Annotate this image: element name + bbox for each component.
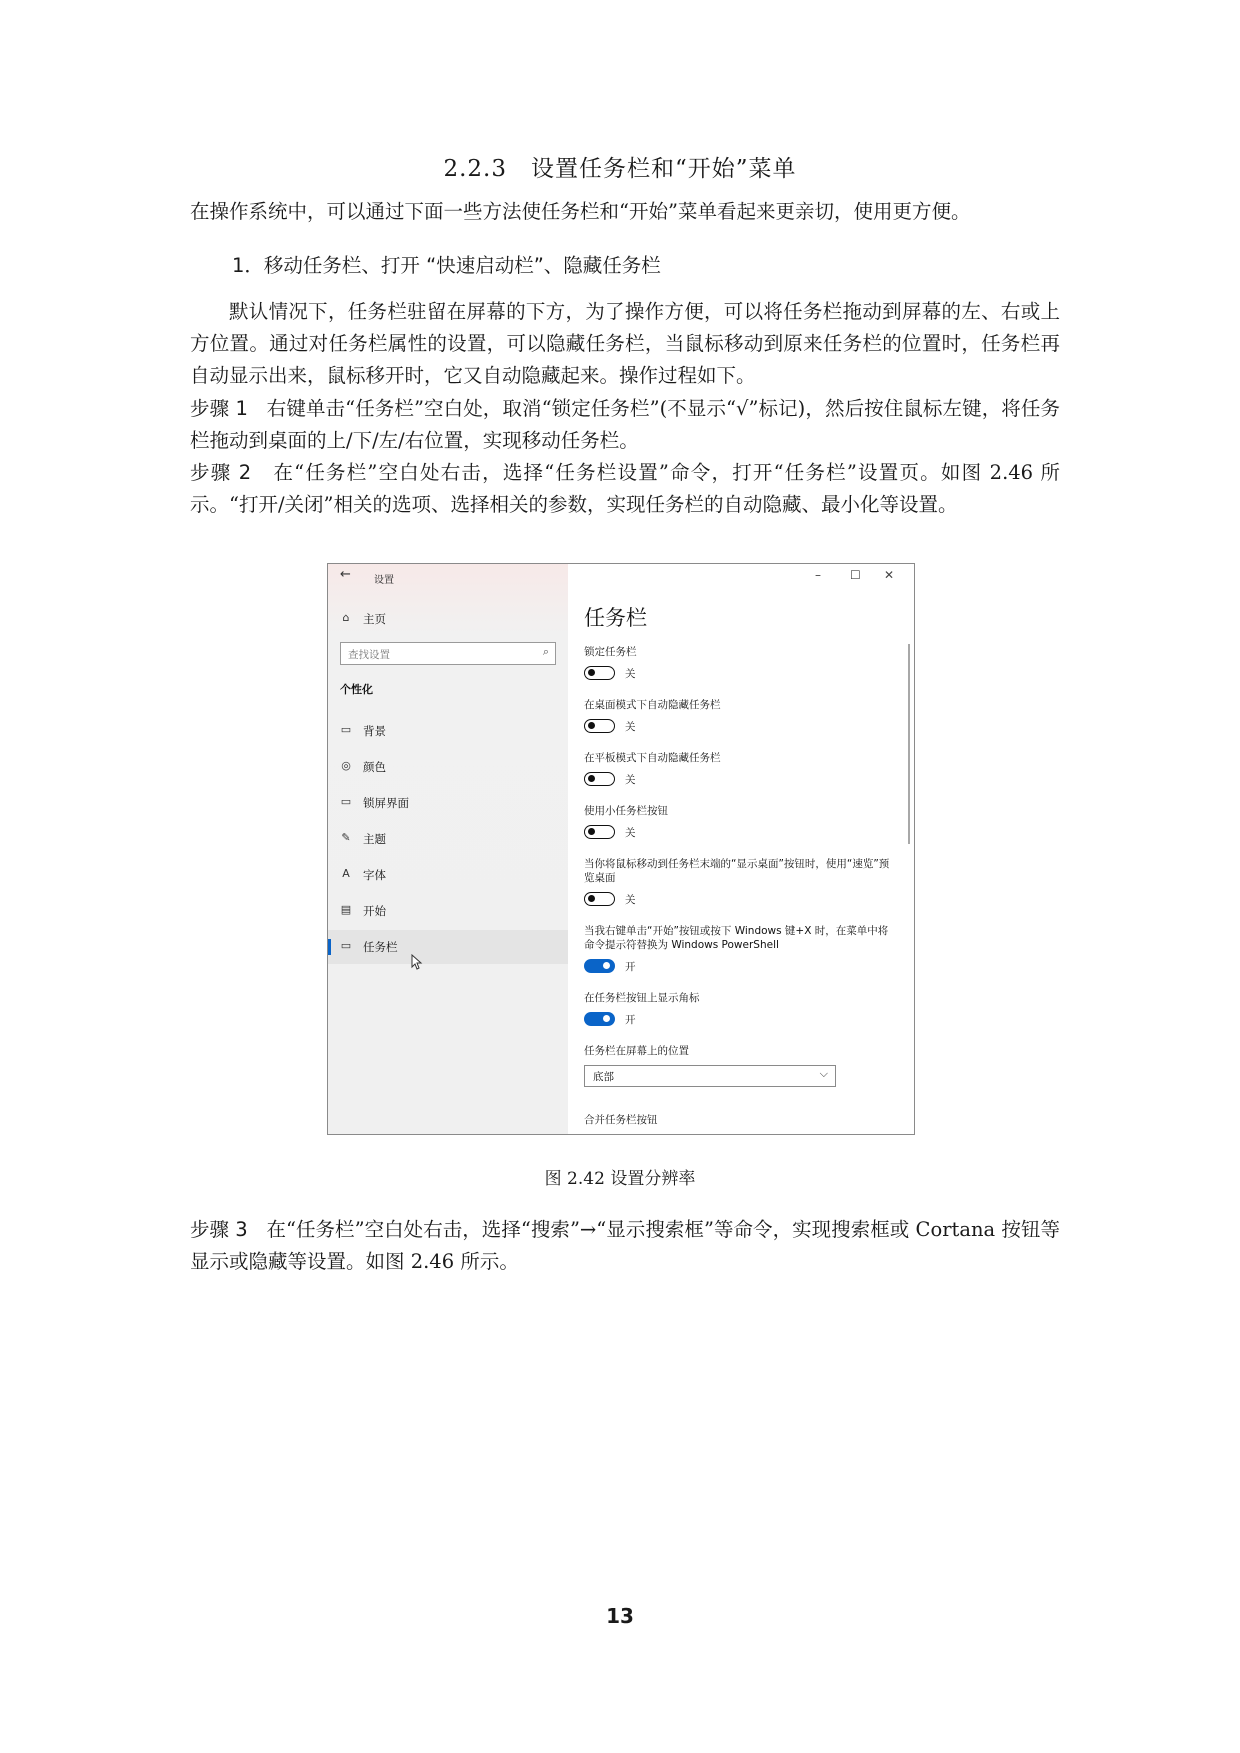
step-1-label: 步骤 1 bbox=[190, 397, 248, 420]
toggle-state: 关 bbox=[625, 827, 636, 839]
sidebar-item-label: 锁屏界面 bbox=[363, 796, 409, 810]
setting-label: 在任务栏按钮上显示角标 bbox=[584, 992, 700, 1004]
toggle-state: 关 bbox=[625, 668, 636, 680]
arrow-left-icon[interactable]: ← bbox=[340, 567, 351, 582]
sidebar-item-label: 主页 bbox=[363, 612, 386, 626]
sidebar-item-label: 开始 bbox=[363, 904, 386, 918]
group-heading: 个性化 bbox=[340, 683, 373, 696]
setting-peek bbox=[584, 857, 894, 906]
sidebar-item-label: 字体 bbox=[363, 868, 386, 882]
sidebar-item-label: 颜色 bbox=[363, 760, 386, 774]
palette-icon: ◎ bbox=[341, 759, 351, 772]
dropdown-value: 底部 bbox=[593, 1071, 614, 1083]
sidebar-item-label: 任务栏 bbox=[363, 940, 398, 954]
sidebar-item-background[interactable] bbox=[328, 714, 568, 748]
toggle-switch[interactable] bbox=[584, 772, 894, 786]
setting-powershell bbox=[584, 924, 894, 973]
search-icon: ⌕ bbox=[542, 645, 549, 658]
subsection-heading: 1．移动任务栏、打开 “快速启动栏”、隐藏任务栏 bbox=[232, 254, 661, 277]
brush-icon: ✎ bbox=[341, 831, 351, 844]
toggle-switch[interactable] bbox=[584, 959, 894, 973]
home-icon: ⌂ bbox=[342, 611, 350, 624]
toggle-switch[interactable] bbox=[584, 892, 894, 906]
search-input[interactable] bbox=[340, 642, 556, 665]
setting-label: 当你将鼠标移动到任务栏末端的“显示桌面”按钮时，使用“速览”预览桌面 bbox=[584, 858, 890, 884]
toggle-state: 开 bbox=[625, 1014, 636, 1026]
mouse-cursor-icon bbox=[411, 954, 423, 970]
page-number: 13 bbox=[606, 1604, 634, 1628]
setting-label: 合并任务栏按钮 bbox=[584, 1114, 658, 1126]
section-title: 2.2.3 设置任务栏和“开始”菜单 bbox=[443, 156, 797, 182]
sidebar-item-home[interactable] bbox=[328, 602, 568, 636]
sidebar-item-colors[interactable] bbox=[328, 750, 568, 784]
settings-main-pane bbox=[568, 564, 914, 1134]
minimize-button[interactable]: – bbox=[815, 568, 821, 582]
toggle-switch[interactable] bbox=[584, 825, 894, 839]
setting-auto-hide-desktop bbox=[584, 698, 894, 733]
toggle-switch[interactable] bbox=[584, 719, 894, 733]
search-placeholder: 查找设置 bbox=[348, 649, 390, 661]
maximize-button[interactable]: ☐ bbox=[850, 568, 861, 582]
sidebar-item-label: 背景 bbox=[363, 724, 386, 738]
setting-label: 在桌面模式下自动隐藏任务栏 bbox=[584, 699, 721, 711]
setting-small-buttons bbox=[584, 804, 894, 839]
toggle-switch[interactable] bbox=[584, 1012, 894, 1026]
sidebar-item-taskbar[interactable] bbox=[328, 930, 568, 964]
step-2-text: 在“任务栏”空白处右击，选择“任务栏设置”命令，打开“任务栏”设置页。如图 2.46 所示。“打开/关闭”相关的选项、选择相关的参数，实现任务栏的自动隐藏、最小化等设置。 bbox=[190, 461, 1060, 516]
step-1 bbox=[190, 393, 1060, 457]
step-3-text: 在“任务栏”空白处右击，选择“搜索”→“显示搜索框”等命令，实现搜索框或 Cortana 按钮等显示或隐藏等设置。如图 2.46 所示。 bbox=[190, 1218, 1060, 1273]
intro-paragraph: 在操作系统中，可以通过下面一些方法使任务栏和“开始”菜单看起来更亲切，使用更方便。 bbox=[190, 200, 971, 223]
toggle-state: 关 bbox=[625, 774, 636, 786]
setting-auto-hide-tablet bbox=[584, 751, 894, 786]
toggle-switch[interactable] bbox=[584, 666, 894, 680]
picture-icon: ▭ bbox=[340, 723, 352, 736]
toggle-state: 关 bbox=[625, 721, 636, 733]
window-title: 设置 bbox=[374, 575, 394, 586]
setting-label: 任务栏在屏幕上的位置 bbox=[584, 1045, 689, 1057]
setting-label: 使用小任务栏按钮 bbox=[584, 805, 668, 817]
settings-sidebar bbox=[328, 564, 568, 1134]
lock-screen-icon: ▭ bbox=[340, 795, 352, 808]
scrollbar[interactable] bbox=[908, 644, 910, 844]
sidebar-item-fonts[interactable] bbox=[328, 858, 568, 892]
close-button[interactable]: ✕ bbox=[884, 568, 895, 582]
step-3-label: 步骤 3 bbox=[190, 1218, 248, 1241]
setting-combine bbox=[584, 1113, 894, 1127]
setting-badges bbox=[584, 991, 894, 1026]
setting-label: 当我右键单击“开始”按钮或按下 Windows 键+X 时，在菜单中将命令提示符替换为 Windows PowerShell bbox=[584, 925, 889, 951]
body-paragraph: 默认情况下，任务栏驻留在屏幕的下方，为了操作方便，可以将任务栏拖动到屏幕的左、右或上方位置。通过对任务栏属性的设置，可以隐藏任务栏，当鼠标移动到原来任务栏的位置时，任务栏再自动显示出来，鼠标移开时，它又自动隐藏起来。操作过程如下。 bbox=[190, 300, 1060, 387]
step-3 bbox=[190, 1214, 1060, 1278]
setting-position bbox=[584, 1044, 894, 1087]
page-title: 任务栏 bbox=[584, 606, 647, 630]
setting-lock-taskbar bbox=[584, 645, 894, 680]
start-icon: ▤ bbox=[340, 903, 352, 916]
sidebar-item-start[interactable] bbox=[328, 894, 568, 928]
taskbar-settings-screenshot bbox=[327, 563, 915, 1135]
setting-label: 锁定任务栏 bbox=[584, 646, 637, 658]
sidebar-item-lock-screen[interactable] bbox=[328, 786, 568, 820]
toggle-state: 关 bbox=[625, 894, 636, 906]
taskbar-icon: ▭ bbox=[340, 939, 352, 952]
sidebar-item-themes[interactable] bbox=[328, 822, 568, 856]
step-2-label: 步骤 2 bbox=[190, 461, 252, 484]
setting-label: 在平板模式下自动隐藏任务栏 bbox=[584, 752, 721, 764]
position-dropdown[interactable] bbox=[584, 1065, 836, 1087]
chevron-down-icon: ⌵ bbox=[819, 1067, 828, 1080]
step-2 bbox=[190, 457, 1060, 521]
font-icon: A bbox=[342, 867, 350, 880]
figure-caption: 图 2.42 设置分辨率 bbox=[544, 1169, 696, 1189]
toggle-state: 开 bbox=[625, 961, 636, 973]
step-1-text: 右键单击“任务栏”空白处，取消“锁定任务栏”(不显示“√”标记)，然后按住鼠标左键，将任务栏拖动到桌面的上/下/左/右位置，实现移动任务栏。 bbox=[190, 397, 1060, 452]
sidebar-item-label: 主题 bbox=[363, 832, 386, 846]
